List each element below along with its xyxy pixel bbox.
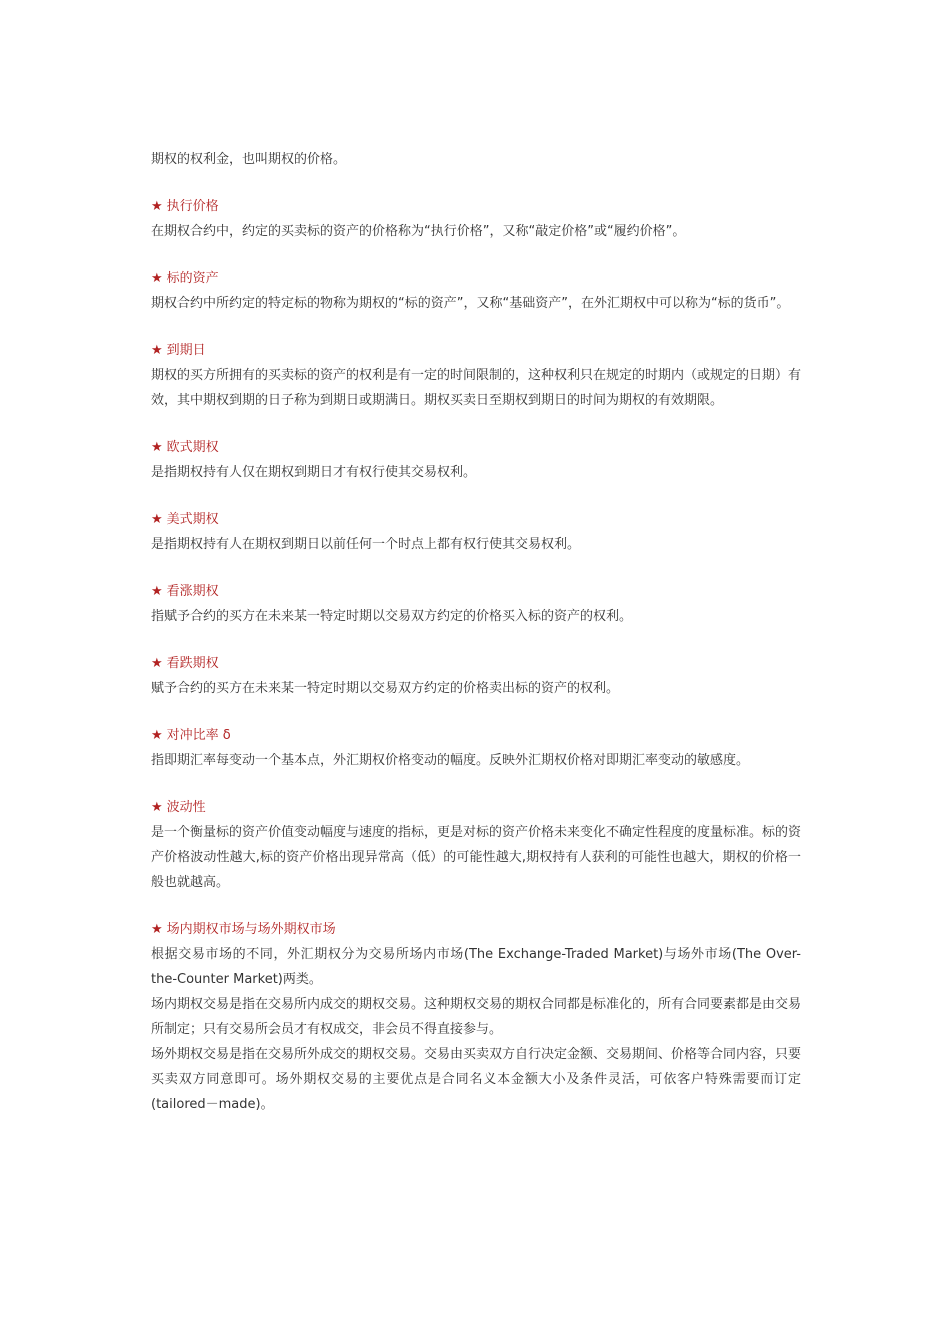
section-paragraph: 场内期权交易是指在交易所内成交的期权交易。这种期权交易的期权合同都是标准化的，所有合同要素都是由交易所制定；只有交易所会员才有权成交，非会员不得直接参与。 bbox=[151, 997, 802, 1037]
intro-paragraph: 期权的权利金，也叫期权的价格。 bbox=[151, 152, 347, 167]
star-icon: ★ bbox=[151, 440, 163, 455]
section-paragraph: 指即期汇率每变动一个基本点，外汇期权价格变动的幅度。反映外汇期权价格对即期汇率变动的敏感度。 bbox=[151, 753, 750, 768]
section-hedge-ratio bbox=[151, 723, 801, 773]
section-exchange-vs-otc bbox=[151, 917, 801, 1117]
section-underlying-asset bbox=[151, 266, 801, 316]
section-term: 看跌期权 bbox=[166, 656, 219, 671]
star-icon: ★ bbox=[151, 271, 163, 286]
section-paragraph: 期权合约中所约定的特定标的物称为期权的“标的资产”，又称“基础资产”，在外汇期权中可以称为“标的货币”。 bbox=[151, 296, 790, 311]
section-heading bbox=[151, 723, 801, 748]
section-term: 对冲比率 δ bbox=[166, 728, 231, 743]
section-heading bbox=[151, 651, 801, 676]
section-put-option bbox=[151, 651, 801, 701]
section-paragraph: 场外期权交易是指在交易所外成交的期权交易。交易由买卖双方自行决定金额、交易期间、价格等合同内容，只要买卖双方同意即可。场外期权交易的主要优点是合同名义本金额大小及条件灵活，可依客户特殊需要而订定(tailored－made)。 bbox=[151, 1047, 802, 1112]
section-term: 标的资产 bbox=[166, 271, 219, 286]
section-paragraph: 是指期权持有人在期权到期日以前任何一个时点上都有权行使其交易权利。 bbox=[151, 537, 581, 552]
section-heading bbox=[151, 435, 801, 460]
section-volatility bbox=[151, 795, 801, 895]
section-term: 执行价格 bbox=[166, 199, 219, 214]
section-term: 美式期权 bbox=[166, 512, 219, 527]
section-european-option bbox=[151, 435, 801, 485]
section-paragraph: 赋予合约的买方在未来某一特定时期以交易双方约定的价格卖出标的资产的权利。 bbox=[151, 681, 620, 696]
star-icon: ★ bbox=[151, 343, 163, 358]
star-icon: ★ bbox=[151, 656, 163, 671]
section-term: 波动性 bbox=[166, 800, 206, 815]
star-icon: ★ bbox=[151, 512, 163, 527]
section-heading bbox=[151, 795, 801, 820]
star-icon: ★ bbox=[151, 800, 163, 815]
section-paragraph: 根据交易市场的不同，外汇期权分为交易所场内市场(The Exchange-Traded Market)与场外市场(The Over-the-Counter Market)两类。 bbox=[151, 947, 801, 987]
section-paragraph: 指赋予合约的买方在未来某一特定时期以交易双方约定的价格买入标的资产的权利。 bbox=[151, 609, 633, 624]
section-heading bbox=[151, 338, 801, 363]
section-call-option bbox=[151, 579, 801, 629]
section-term: 到期日 bbox=[166, 343, 206, 358]
section-term: 欧式期权 bbox=[166, 440, 219, 455]
section-expiration-date bbox=[151, 338, 801, 413]
section-term: 场内期权市场与场外期权市场 bbox=[166, 922, 336, 937]
star-icon: ★ bbox=[151, 728, 163, 743]
section-strike-price bbox=[151, 194, 801, 244]
star-icon: ★ bbox=[151, 199, 163, 214]
star-icon: ★ bbox=[151, 922, 163, 937]
section-heading bbox=[151, 579, 801, 604]
section-paragraph: 是一个衡量标的资产价值变动幅度与速度的指标，更是对标的资产价格未来变化不确定性程度的度量标准。标的资产价格波动性越大,标的资产价格出现异常高（低）的可能性越大,期权持有人获利的可能性也越大，期权的价格一般也就越高。 bbox=[151, 825, 802, 890]
star-icon: ★ bbox=[151, 584, 163, 599]
section-heading bbox=[151, 194, 801, 219]
section-term: 看涨期权 bbox=[166, 584, 219, 599]
section-heading bbox=[151, 507, 801, 532]
section-paragraph: 期权的买方所拥有的买卖标的资产的权利是有一定的时间限制的，这种权利只在规定的时期内（或规定的日期）有效，其中期权到期的日子称为到期日或期满日。期权买卖日至期权到期日的时间为期权的有效期限。 bbox=[151, 368, 802, 408]
section-heading bbox=[151, 266, 801, 291]
section-paragraph: 在期权合约中，约定的买卖标的资产的价格称为“执行价格”，又称“敲定价格”或“履约价格”。 bbox=[151, 224, 686, 239]
document-page bbox=[151, 147, 801, 1139]
section-heading bbox=[151, 917, 801, 942]
section-paragraph: 是指期权持有人仅在期权到期日才有权行使其交易权利。 bbox=[151, 465, 477, 480]
section-american-option bbox=[151, 507, 801, 557]
